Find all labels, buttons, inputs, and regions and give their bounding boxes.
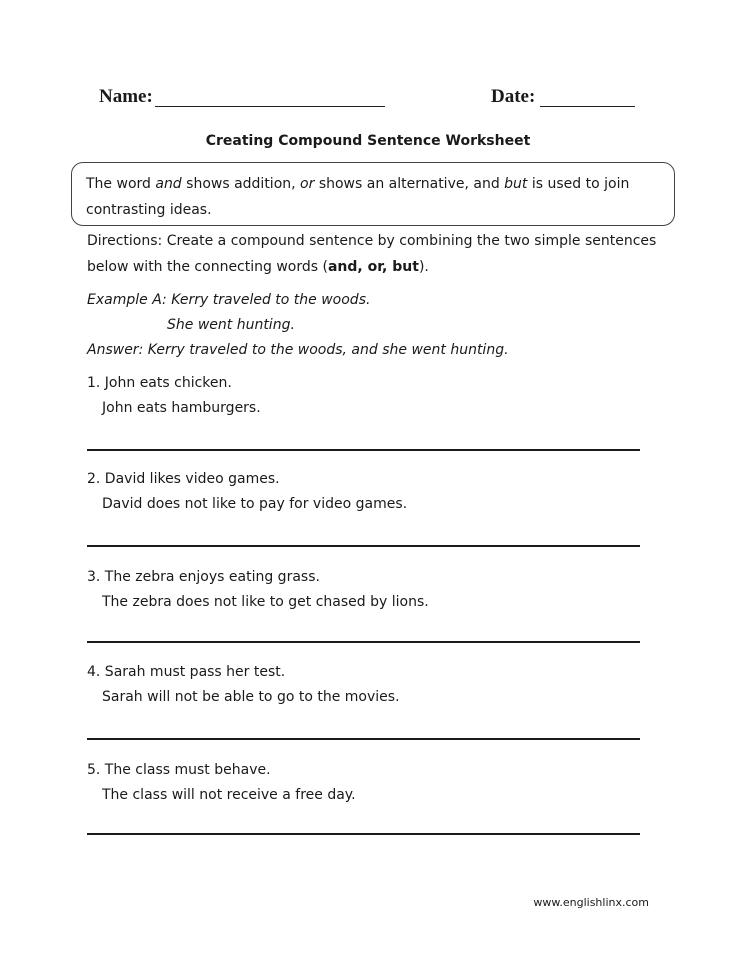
- date-field[interactable]: [540, 106, 635, 107]
- question-line-1: 1. John eats chicken.: [87, 375, 232, 391]
- answer-line-2[interactable]: [87, 545, 640, 547]
- question-line-2: The zebra does not like to get chased by lions.: [102, 594, 429, 610]
- question-line-1: 2. David likes video games.: [87, 471, 280, 487]
- directions-end: ).: [418, 259, 429, 275]
- answer-line-1[interactable]: [87, 449, 640, 451]
- directions: [87, 228, 662, 280]
- question-line-2: John eats hamburgers.: [102, 400, 261, 416]
- question-line-2: The class will not receive a free day.: [102, 787, 356, 803]
- note-and: and: [155, 176, 182, 192]
- note-but: but: [504, 176, 528, 192]
- date-label: Date:: [491, 86, 536, 107]
- question-1: [87, 371, 647, 421]
- note-box: [71, 162, 675, 226]
- footer-url: www.englishlinx.com: [533, 896, 649, 909]
- question-line-2: David does not like to pay for video games.: [102, 496, 408, 512]
- question-5: [87, 758, 647, 808]
- directions-connectors: and, or, but: [327, 259, 419, 275]
- question-line-1: 3. The zebra enjoys eating grass.: [87, 569, 320, 585]
- question-line-1: 4. Sarah must pass her test.: [87, 664, 286, 680]
- note-text: shows an alternative, and: [314, 176, 505, 192]
- answer-line-4[interactable]: [87, 738, 640, 740]
- note-text: shows addition,: [181, 176, 301, 192]
- question-3: [87, 565, 647, 615]
- question-4: [87, 660, 647, 710]
- worksheet-title: Creating Compound Sentence Worksheet: [205, 133, 531, 149]
- answer-line-3[interactable]: [87, 641, 640, 643]
- note-text: The word: [86, 176, 156, 192]
- question-2: [87, 467, 647, 517]
- example-line-1: Example A: Kerry traveled to the woods.: [87, 292, 371, 308]
- name-label: Name:: [99, 86, 153, 107]
- example-block: [87, 288, 667, 363]
- header-row: [0, 86, 736, 114]
- question-line-2: Sarah will not be able to go to the movies.: [102, 689, 400, 705]
- note-or: or: [300, 176, 315, 192]
- example-line-2: She went hunting.: [167, 317, 295, 333]
- answer-line-5[interactable]: [87, 833, 640, 835]
- name-field[interactable]: [155, 106, 385, 107]
- directions-text: Directions: Create a compound sentence by combining the two simple sentences below with the connecting words (: [87, 233, 657, 275]
- example-answer: Answer: Kerry traveled to the woods, and she went hunting.: [87, 342, 509, 358]
- note-text: is used to join contrasting ideas.: [86, 176, 630, 218]
- question-line-1: 5. The class must behave.: [87, 762, 271, 778]
